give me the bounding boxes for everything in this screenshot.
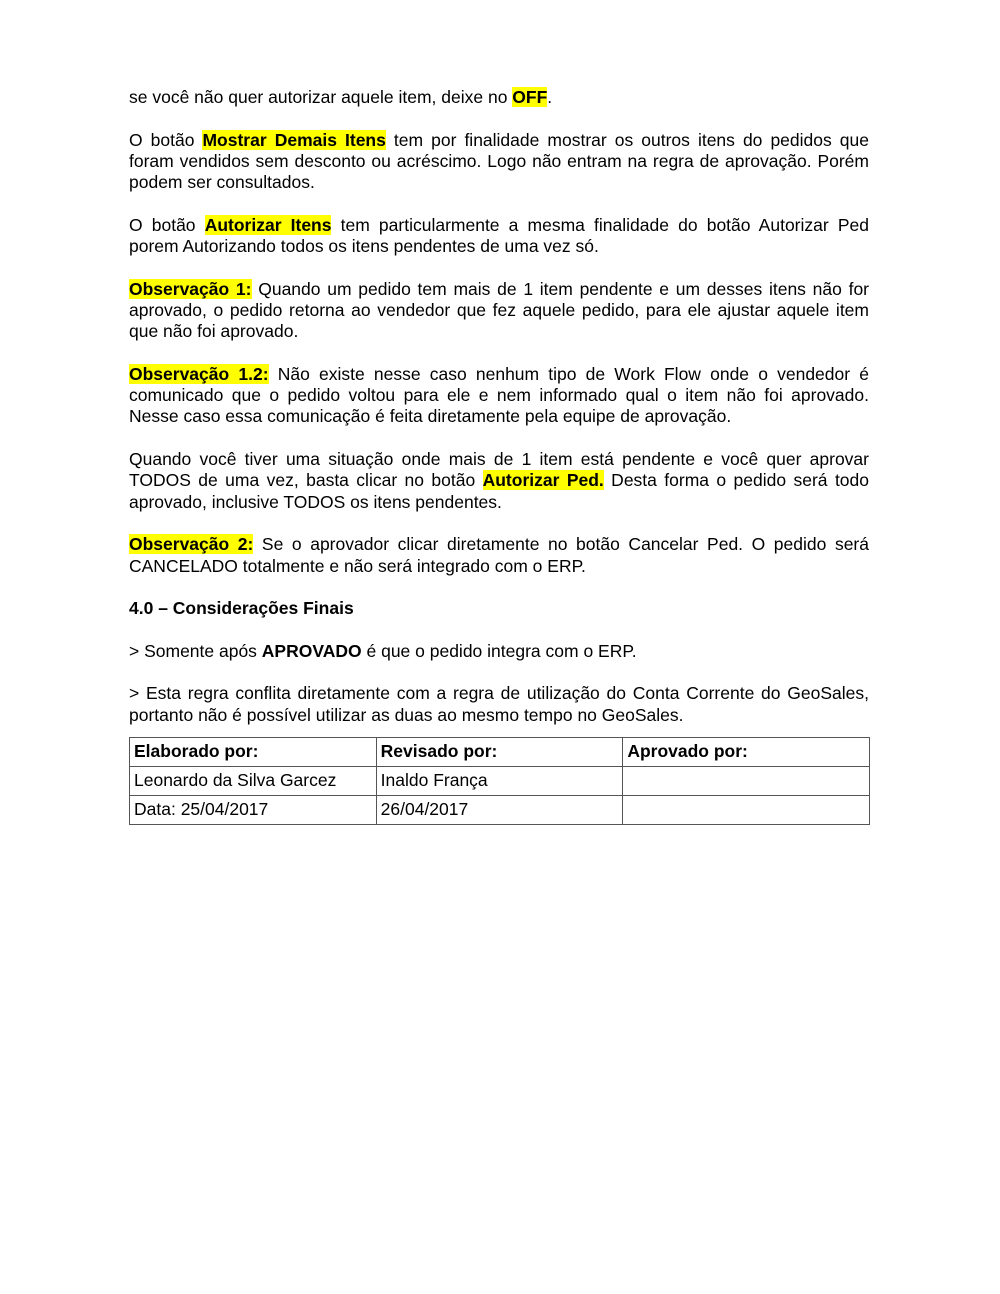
document-body bbox=[129, 87, 869, 825]
text-segment: Não existe nesse caso nenhum tipo de Work Flow onde o vendedor é comunicado que o pedido voltou para ele e nem informado qual o item não foi aprovado. Nesse caso essa comunicação é feita diretamente pela equipe de aprovação. bbox=[129, 363, 869, 427]
highlight-observacao-2: Observação 2: bbox=[129, 534, 254, 555]
text-segment: é que o pedido integra com o ERP. bbox=[361, 640, 637, 661]
text-segment: se você não quer autorizar aquele item, deixe no bbox=[129, 87, 513, 107]
text-segment: O botão bbox=[129, 214, 205, 235]
final-item-aprovado bbox=[129, 641, 869, 662]
table-row bbox=[130, 766, 870, 795]
header-aprovado: Aprovado por: bbox=[623, 737, 870, 766]
paragraph-observacao-1 bbox=[129, 279, 869, 343]
table-cell bbox=[623, 766, 870, 795]
highlight-mostrar-demais-itens: Mostrar Demais Itens bbox=[202, 129, 386, 150]
text-segment: . bbox=[547, 87, 553, 107]
table-header-row bbox=[130, 737, 870, 766]
table-row bbox=[130, 795, 870, 824]
text-segment: Quando um pedido tem mais de 1 item pendente e um desses itens não for aprovado, o pedido retorna ao vendedor que fez aquele pedido, para ele ajustar aquele item que não foi aprovado. bbox=[129, 278, 870, 342]
text-segment: tem por finalidade mostrar os outros itens do pedidos que foram vendidos sem desconto ou acréscimo. Logo não entram na regra de aprovação. Porém podem ser consultados. bbox=[129, 129, 869, 193]
signature-table bbox=[129, 737, 870, 825]
paragraph-mostrar-demais-itens bbox=[129, 130, 869, 194]
text-segment: Quando você tiver uma situação onde mais de 1 item está pendente e você quer aprovar TODOS de uma vez, basta clicar no botão bbox=[129, 449, 869, 491]
paragraph-autorizar-itens bbox=[129, 215, 869, 258]
table-cell: 26/04/2017 bbox=[376, 795, 623, 824]
section-title: 4.0 – Considerações Finais bbox=[129, 598, 354, 619]
text-segment: O botão bbox=[129, 129, 203, 150]
table-cell: Leonardo da Silva Garcez bbox=[130, 766, 377, 795]
text-segment: Desta forma o pedido será todo aprovado, inclusive TODOS os itens pendentes. bbox=[129, 470, 870, 512]
text-segment: tem particularmente a mesma finalidade do botão Autorizar Ped porem Autorizando todos os itens pendentes de uma vez só. bbox=[129, 214, 869, 257]
final-item-conflito: > Esta regra conflita diretamente com a regra de utilização do Conta Corrente do GeoSales, portanto não é possível utilizar as duas ao mesmo tempo no GeoSales. bbox=[129, 683, 869, 725]
table-cell bbox=[623, 795, 870, 824]
paragraph-off bbox=[129, 87, 869, 108]
paragraph-observacao-2 bbox=[129, 534, 869, 577]
bold-aprovado: APROVADO bbox=[261, 640, 362, 661]
highlight-autorizar-ped: Autorizar Ped. bbox=[482, 470, 604, 491]
table-cell: Inaldo França bbox=[376, 766, 623, 795]
paragraph-observacao-1-2 bbox=[129, 364, 869, 428]
highlight-off: OFF bbox=[512, 87, 548, 107]
text-segment: > Somente após bbox=[129, 640, 262, 661]
header-elaborado: Elaborado por: bbox=[130, 737, 377, 766]
table-cell: Data: 25/04/2017 bbox=[130, 795, 377, 824]
text-segment: Se o aprovador clicar diretamente no botão Cancelar Ped. O pedido será CANCELADO totalmente e não será integrado com o ERP. bbox=[129, 534, 869, 576]
header-revisado: Revisado por: bbox=[376, 737, 623, 766]
highlight-observacao-1: Observação 1: bbox=[129, 278, 252, 299]
highlight-autorizar-itens: Autorizar Itens bbox=[204, 214, 332, 235]
paragraph-autorizar-ped bbox=[129, 449, 869, 513]
highlight-observacao-1-2: Observação 1.2: bbox=[129, 363, 269, 384]
